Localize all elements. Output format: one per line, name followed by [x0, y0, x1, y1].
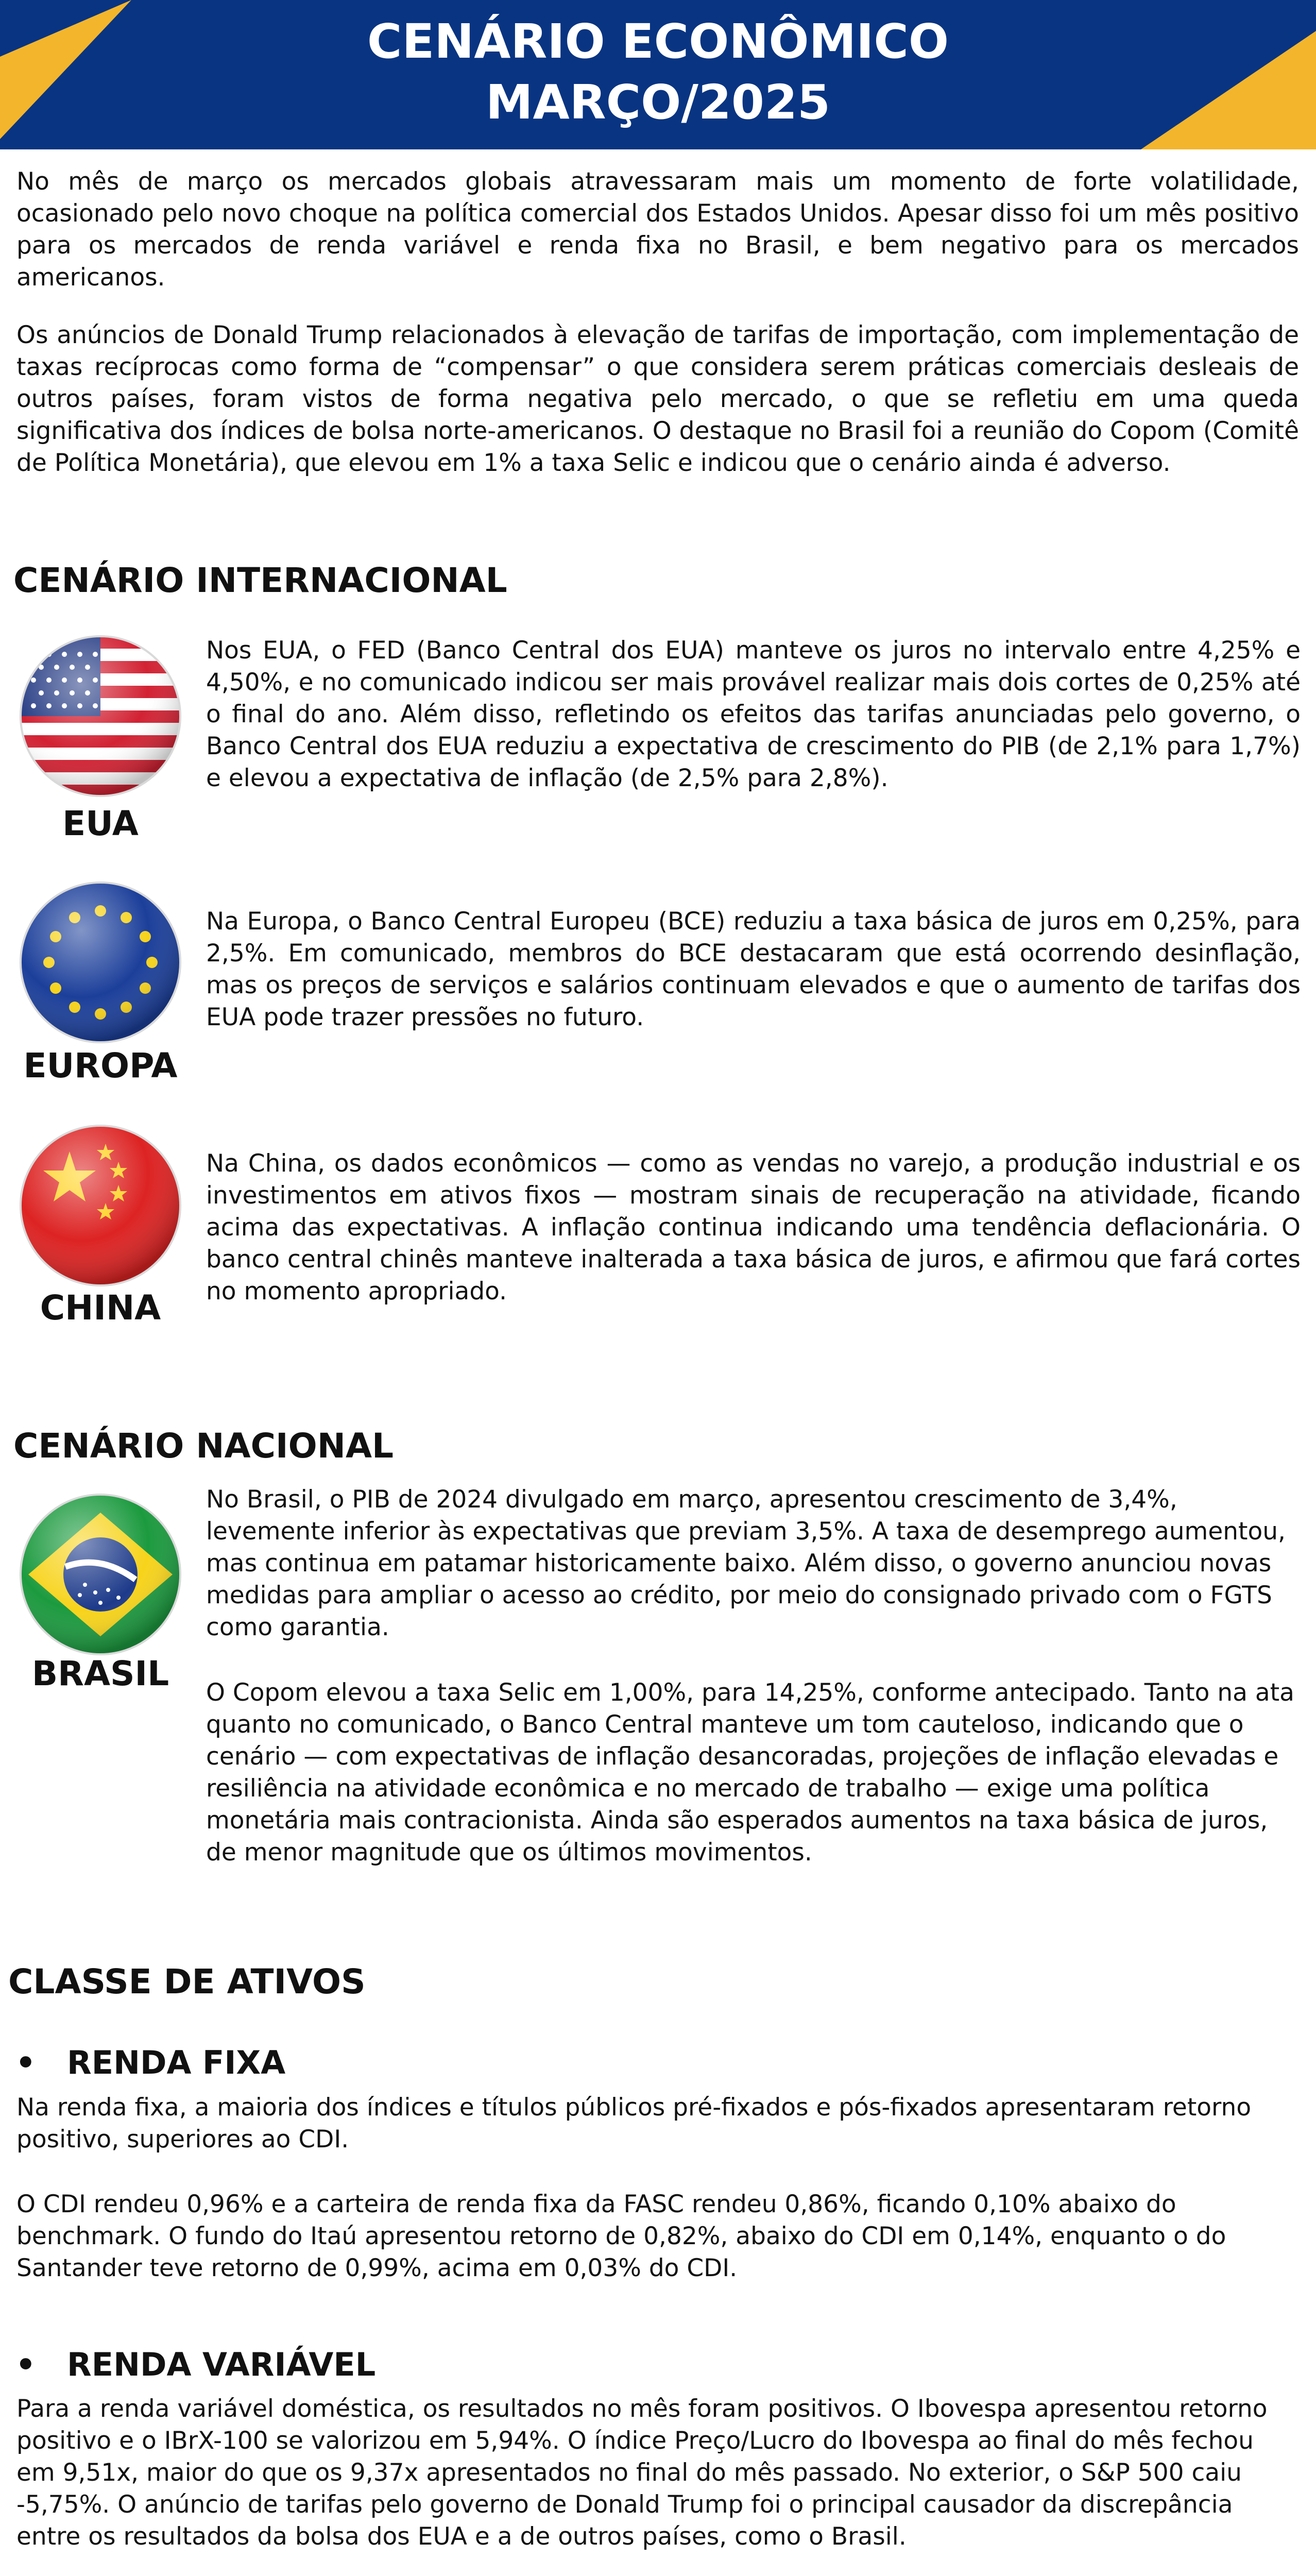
eu-flag-icon — [18, 880, 183, 1045]
region-label-usa: EUA — [62, 804, 139, 843]
bullet-marker: • — [15, 2044, 36, 2081]
intro-paragraph-1: No mês de março os mercados globais atravessaram mais um momento de forte volatilidade, ocasionado pelo novo choque na política comercial dos Estados Unidos. Apesar disso foi um mês positivo para os mercados de renda variável e renda fixa no Brasil, e bem negativo para os mercados americanos. — [16, 167, 1299, 292]
region-label-europe: EUROPA — [23, 1046, 178, 1086]
page-title-line1: CENÁRIO ECONÔMICO — [367, 14, 949, 69]
region-label-china: CHINA — [40, 1288, 161, 1328]
variable-income-paragraph-1: Para a renda variável doméstica, os resultados no mês foram positivos. O Ibovespa apresentou retorno positivo e o IBrX-100 se valorizou em 5,94%. O índice Preço/Lucro do Ibovespa ao final do mês fechou em 9,51x, maior do que os 9,37x apresentados no final do mês passado. No exterior, o S&P 500 caiu -5,75%. O anúncio de tarifas pelo governo de Donald Trump foi o principal causador da discrepância entre os resultados da bolsa dos EUA e a de outros países, como o Brasil. — [16, 2395, 1268, 2551]
national-paragraph-2: O Copom elevou a taxa Selic em 1,00%, para 14,25%, conforme antecipado. Tanto na ata quanto no comunicado, o Banco Central manteve um tom cauteloso, indicando que o cenário — com expectativas de inflação desancoradas, projeções de inflação elevadas e resiliência na atividade econômica e no mercado de trabalho — exige uma política monetária mais contracionista. Ainda são esperados aumentos na taxa básica de juros, de menor magnitude que os últimos movimentos. — [206, 1679, 1294, 1867]
subheading-variable-income-label: RENDA VARIÁVEL — [67, 2346, 376, 2383]
brazil-flag-icon — [18, 1492, 183, 1657]
region-text-europe: Na Europa, o Banco Central Europeu (BCE) reduziu a taxa básica de juros em 0,25%, para 2,5%. Em comunicado, membros do BCE destacaram que está ocorrendo desinflação, mas os preços de serviços e salários continuam elevados e que o aumento de tarifas dos EUA pode trazer pressões no futuro. — [206, 907, 1301, 1031]
page-title-line2: MARÇO/2025 — [486, 75, 830, 130]
china-flag-icon — [18, 1123, 183, 1288]
subheading-fixed-income — [15, 2044, 285, 2081]
section-heading-assets: CLASSE DE ATIVOS — [8, 1962, 366, 2002]
intro-paragraph-2: Os anúncios de Donald Trump relacionados à elevação de tarifas de importação, com implementação de taxas recíprocas como forma de “compensar” o que considera serem práticas comerciais desleais de outros países, foram vistos de forma negativa pelo mercado, o que se refletiu em uma queda significativa dos índices de bolsa norte-americanos. O destaque no Brasil foi a reunião do Copom (Comitê de Política Monetária), que elevou em 1% a taxa Selic e indicou que o cenário ainda é adverso. — [16, 321, 1299, 477]
national-paragraph-1: No Brasil, o PIB de 2024 divulgado em março, apresentou crescimento de 3,4%, levemente inferior às expectativas que previam 3,5%. A taxa de desemprego aumentou, mas continua em patamar historicamente baixo. Além disso, o governo anunciou novas medidas para ampliar o acesso ao crédito, por meio do consignado privado com o FGTS como garantia. — [206, 1485, 1286, 1641]
subheading-fixed-income-label: RENDA FIXA — [67, 2044, 286, 2081]
region-label-brazil: BRASIL — [31, 1654, 169, 1693]
page-header — [0, 0, 1316, 149]
section-heading-national: CENÁRIO NACIONAL — [13, 1426, 394, 1466]
region-text-usa: Nos EUA, o FED (Banco Central dos EUA) manteve os juros no intervalo entre 4,25% e 4,50%, e no comunicado indicou ser mais provável realizar mais dois cortes de 0,25% até o final do ano. Além disso, refletindo os efeitos das tarifas anunciadas pelo governo, o Banco Central dos EUA reduziu a expectativa de crescimento do PIB (de 2,1% para 1,7%) e elevou a expectativa de inflação (de 2,5% para 2,8%). — [206, 636, 1301, 792]
fixed-income-paragraph-2: O CDI rendeu 0,96% e a carteira de renda fixa da FASC rendeu 0,86%, ficando 0,10% abaixo do benchmark. O fundo do Itaú apresentou retorno de 0,82%, abaixo do CDI em 0,14%, enquanto o do Santander teve retorno de 0,99%, acima em 0,03% do CDI. — [16, 2190, 1226, 2282]
page-title — [0, 11, 1316, 133]
fixed-income-paragraph-1: Na renda fixa, a maioria dos índices e títulos públicos pré-fixados e pós-fixados apresentaram retorno positivo, superiores ao CDI. — [16, 2093, 1252, 2154]
region-text-china: Na China, os dados econômicos — como as vendas no varejo, a produção industrial e os investimentos em ativos fixos — mostram sinais de recuperação na atividade, ficando acima das expectativas. A inflação continua indicando uma tendência deflacionária. O banco central chinês manteve inalterada a taxa básica de juros, e afirmou que fará cortes no momento apropriado. — [206, 1149, 1301, 1306]
bullet-marker: • — [15, 2346, 36, 2383]
subheading-variable-income — [15, 2346, 375, 2383]
usa-flag-icon — [18, 634, 183, 799]
section-heading-international: CENÁRIO INTERNACIONAL — [13, 561, 507, 600]
